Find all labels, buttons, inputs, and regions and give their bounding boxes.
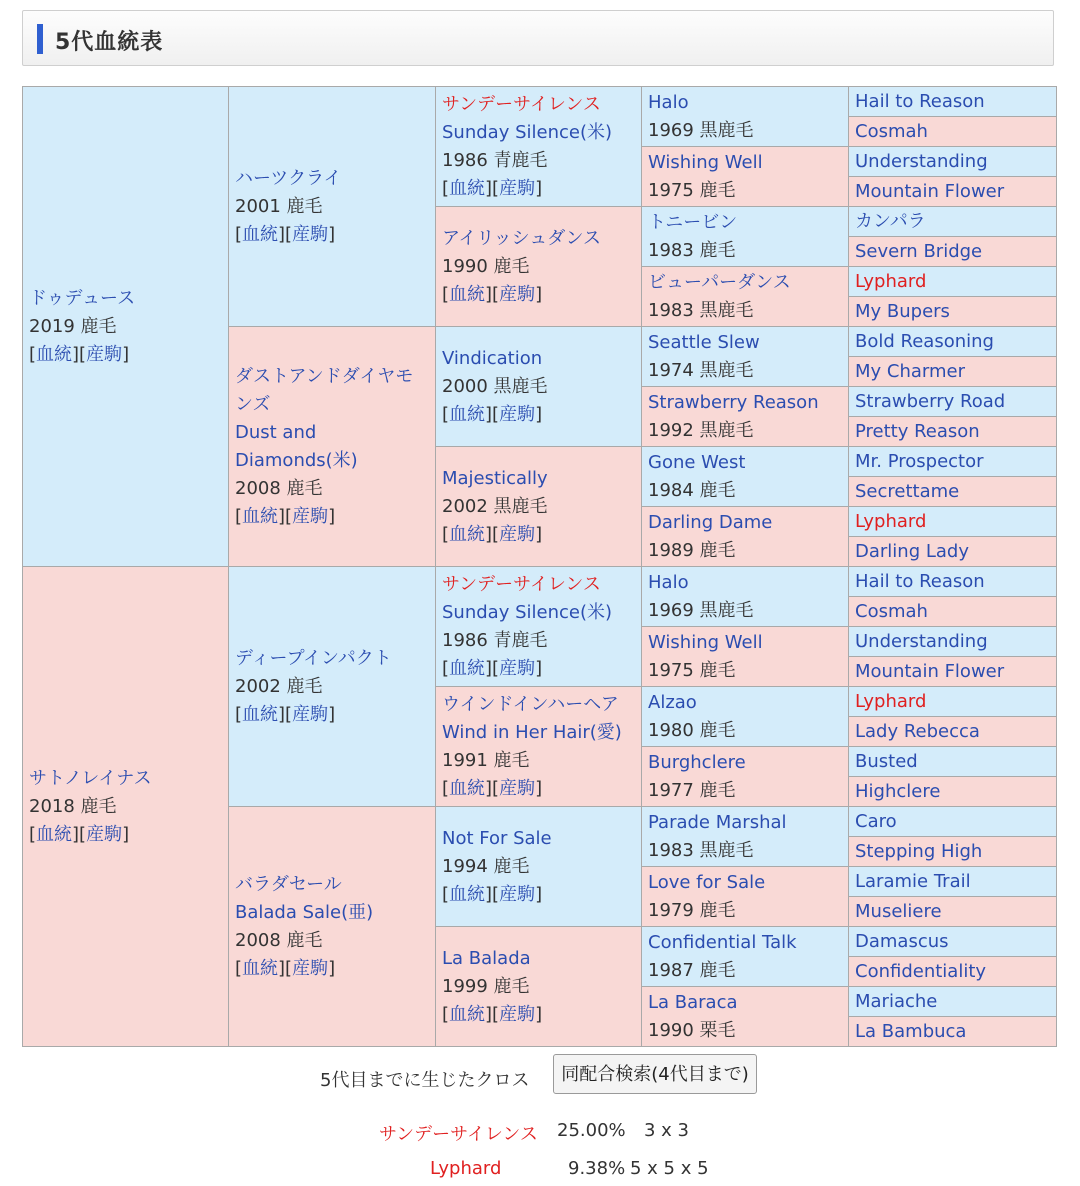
pedigree-cell-g5: [849, 207, 1057, 237]
horse-name-link[interactable]: Halo: [648, 91, 689, 113]
same-breeding-search-button[interactable]: 同配合検索(4代目まで): [553, 1054, 757, 1094]
horse-name-link[interactable]: Confidentiality: [855, 960, 987, 982]
horse-birth-color: 1992 黒鹿毛: [648, 419, 754, 441]
pedigree-cell-g5: [849, 297, 1057, 327]
horse-name-link[interactable]: Not For Sale: [442, 827, 552, 849]
horse-birth-color: 1983 鹿毛: [648, 239, 736, 261]
horse-birth-color: 1974 黒鹿毛: [648, 359, 754, 381]
horse-birth-color: 2001 鹿毛: [235, 195, 323, 217]
horse-name-link[interactable]: Wishing Well: [648, 151, 763, 173]
pedigree-cell-g5: [849, 537, 1057, 567]
horse-name-link[interactable]: サンデーサイレンス: [442, 93, 601, 115]
horse-english-name-link[interactable]: Sunday Silence(米): [442, 601, 612, 623]
horse-name-link[interactable]: My Charmer: [855, 360, 966, 382]
pedigree-cell-g5: [849, 567, 1057, 597]
pedigree-cell-g3: [436, 327, 642, 447]
horse-links: [血統][産駒]: [29, 343, 130, 365]
cross-generations: 3 x 3: [644, 1120, 689, 1141]
pedigree-table: [22, 86, 1057, 1047]
horse-links: [血統][産駒]: [442, 883, 543, 905]
horse-birth-color: 1990 栗毛: [648, 1019, 736, 1041]
horse-birth-color: 1986 青鹿毛: [442, 629, 548, 651]
horse-name-link[interactable]: Lyphard: [855, 270, 927, 292]
horse-name-link[interactable]: Secrettame: [855, 480, 960, 502]
pedigree-cell-g5: [849, 327, 1057, 357]
horse-name-link[interactable]: My Bupers: [855, 300, 950, 322]
horse-birth-color: 1990 鹿毛: [442, 255, 530, 277]
cross-generations: 5 x 5 x 5: [630, 1158, 709, 1179]
horse-name-link[interactable]: Vindication: [442, 347, 543, 369]
pedigree-link[interactable]: 血統: [449, 657, 486, 679]
horse-name-link[interactable]: Mr. Prospector: [855, 450, 984, 472]
horse-name-link[interactable]: Cosmah: [855, 600, 928, 622]
horse-english-name-link[interactable]: Wind in Her Hair(愛): [442, 721, 622, 743]
horse-birth-color: 2002 鹿毛: [235, 675, 323, 697]
pedigree-cell-g3: [436, 567, 642, 687]
section-header: [22, 10, 1054, 66]
pedigree-cell-g4: [642, 207, 849, 267]
horse-name-link[interactable]: ディープインパクト: [235, 647, 392, 669]
pedigree-cell-g4: [642, 627, 849, 687]
horse-name-link[interactable]: Museliere: [855, 900, 942, 922]
cross-percent: 9.38%: [568, 1158, 626, 1179]
horse-name-link[interactable]: Halo: [648, 571, 689, 593]
horse-name-link[interactable]: Strawberry Road: [855, 390, 1006, 412]
horse-name-link[interactable]: Mariache: [855, 990, 938, 1012]
cross-percent: 25.00%: [557, 1120, 626, 1141]
horse-name-link[interactable]: Love for Sale: [648, 871, 766, 893]
horse-links: [血統][産駒]: [442, 177, 543, 199]
pedigree-link[interactable]: 血統: [449, 777, 486, 799]
offspring-link[interactable]: 産駒: [86, 823, 123, 845]
horse-birth-color: 2008 鹿毛: [235, 477, 323, 499]
pedigree-cell-g4: [642, 687, 849, 747]
section-title: 5代血統表: [55, 30, 164, 55]
horse-links: [血統][産駒]: [29, 823, 130, 845]
pedigree-cell-g3: [436, 927, 642, 1047]
offspring-link[interactable]: 産駒: [499, 403, 536, 425]
horse-birth-color: 1975 鹿毛: [648, 659, 736, 681]
horse-name-link[interactable]: Gone West: [648, 451, 746, 473]
horse-links: [血統][産駒]: [442, 777, 543, 799]
pedigree-link[interactable]: 血統: [36, 823, 73, 845]
offspring-link[interactable]: 産駒: [86, 343, 123, 365]
horse-name-link[interactable]: トニービン: [648, 211, 738, 233]
horse-name-link[interactable]: Wishing Well: [648, 631, 763, 653]
horse-name-link[interactable]: Laramie Trail: [855, 870, 971, 892]
offspring-link[interactable]: 産駒: [292, 703, 329, 725]
horse-birth-color: 1983 黒鹿毛: [648, 299, 754, 321]
pedigree-cell-g5: [849, 417, 1057, 447]
horse-name-link[interactable]: Understanding: [855, 630, 988, 652]
horse-name-link[interactable]: Confidential Talk: [648, 931, 797, 953]
pedigree-cell-g5: [849, 507, 1057, 537]
pedigree-cell-g5: [849, 387, 1057, 417]
horse-name-link[interactable]: La Bambuca: [855, 1020, 967, 1042]
pedigree-cell-g5: [849, 357, 1057, 387]
pedigree-cell-g3: [436, 447, 642, 567]
horse-name-link[interactable]: Bold Reasoning: [855, 330, 994, 352]
pedigree-link[interactable]: 血統: [449, 883, 486, 905]
horse-birth-color: 1979 鹿毛: [648, 899, 736, 921]
horse-name-link[interactable]: ビューパーダンス: [648, 271, 791, 293]
pedigree-cell-g4: [642, 567, 849, 627]
pedigree-cell-g5: [849, 837, 1057, 867]
pedigree-cell-g5: [849, 1017, 1057, 1047]
horse-name-link[interactable]: サンデーサイレンス: [442, 573, 601, 595]
pedigree-cell-g2: [229, 807, 436, 1047]
header-accent-bar: [37, 24, 43, 54]
horse-links: [血統][産駒]: [235, 957, 336, 979]
horse-name-link[interactable]: Parade Marshal: [648, 811, 787, 833]
pedigree-cell-g4: [642, 747, 849, 807]
horse-name-link[interactable]: Stepping High: [855, 840, 983, 862]
pedigree-cell-g2: [229, 567, 436, 807]
horse-birth-color: 1975 鹿毛: [648, 179, 736, 201]
horse-name-link[interactable]: Understanding: [855, 150, 988, 172]
pedigree-link[interactable]: 血統: [449, 283, 486, 305]
horse-birth-color: 1999 鹿毛: [442, 975, 530, 997]
pedigree-cell-g5: [849, 717, 1057, 747]
pedigree-cell-g5: [849, 927, 1057, 957]
pedigree-cell-g5: [849, 447, 1057, 477]
cross-section: [0, 1054, 1080, 1186]
horse-birth-color: 1980 鹿毛: [648, 719, 736, 741]
pedigree-link[interactable]: 血統: [449, 177, 486, 199]
pedigree-link[interactable]: 血統: [242, 223, 279, 245]
pedigree-cell-g5: [849, 117, 1057, 147]
pedigree-cell-g4: [642, 867, 849, 927]
horse-links: [血統][産駒]: [442, 657, 543, 679]
pedigree-cell-g4: [642, 507, 849, 567]
horse-links: [血統][産駒]: [442, 283, 543, 305]
offspring-link[interactable]: 産駒: [292, 957, 329, 979]
pedigree-link[interactable]: 血統: [449, 403, 486, 425]
horse-birth-color: 1983 黒鹿毛: [648, 839, 754, 861]
cross-label: 5代目までに生じたクロス: [320, 1070, 530, 1091]
pedigree-cell-g4: [642, 807, 849, 867]
horse-english-name-link[interactable]: Dust and Diamonds(米): [235, 421, 358, 471]
pedigree-cell-g5: [849, 867, 1057, 897]
horse-english-name-link[interactable]: Balada Sale(亜): [235, 901, 374, 923]
pedigree-link[interactable]: 血統: [242, 703, 279, 725]
horse-links: [血統][産駒]: [235, 505, 336, 527]
horse-name-link[interactable]: Darling Lady: [855, 540, 969, 562]
horse-links: [血統][産駒]: [442, 523, 543, 545]
offspring-link[interactable]: 産駒: [292, 223, 329, 245]
horse-name-link[interactable]: サトノレイナス: [29, 767, 152, 789]
pedigree-link[interactable]: 血統: [242, 957, 279, 979]
horse-birth-color: 2018 鹿毛: [29, 795, 117, 817]
pedigree-cell-g1: [23, 87, 229, 567]
horse-links: [血統][産駒]: [235, 223, 336, 245]
pedigree-cell-g3: [436, 87, 642, 207]
horse-links: [血統][産駒]: [235, 703, 336, 725]
horse-birth-color: 2000 黒鹿毛: [442, 375, 548, 397]
pedigree-cell-g4: [642, 327, 849, 387]
pedigree-cell-g5: [849, 177, 1057, 207]
pedigree-link[interactable]: 血統: [449, 523, 486, 545]
pedigree-cell-g2: [229, 87, 436, 327]
cross-horse-link[interactable]: サンデーサイレンス: [379, 1124, 538, 1145]
horse-name-link[interactable]: Pretty Reason: [855, 420, 980, 442]
offspring-link[interactable]: 産駒: [499, 1003, 536, 1025]
offspring-link[interactable]: 産駒: [499, 177, 536, 199]
pedigree-cell-g4: [642, 87, 849, 147]
horse-name-link[interactable]: ハーツクライ: [235, 167, 342, 189]
pedigree-cell-g5: [849, 777, 1057, 807]
pedigree-cell-g5: [849, 627, 1057, 657]
cross-horse-link[interactable]: Lyphard: [430, 1158, 502, 1179]
horse-name-link[interactable]: La Balada: [442, 947, 531, 969]
pedigree-cell-g5: [849, 237, 1057, 267]
horse-links: [血統][産駒]: [442, 1003, 543, 1025]
horse-name-link[interactable]: Damascus: [855, 930, 949, 952]
horse-name-link[interactable]: Mountain Flower: [855, 660, 1005, 682]
pedigree-cell-g5: [849, 747, 1057, 777]
horse-name-link[interactable]: Lyphard: [855, 690, 927, 712]
pedigree-cell-g5: [849, 147, 1057, 177]
pedigree-cell-g4: [642, 987, 849, 1047]
horse-birth-color: 1994 鹿毛: [442, 855, 530, 877]
offspring-link[interactable]: 産駒: [499, 523, 536, 545]
pedigree-cell-g5: [849, 657, 1057, 687]
horse-birth-color: 1987 鹿毛: [648, 959, 736, 981]
horse-name-link[interactable]: Alzao: [648, 691, 697, 713]
pedigree-cell-g4: [642, 267, 849, 327]
pedigree-cell-g5: [849, 897, 1057, 927]
horse-links: [血統][産駒]: [442, 403, 543, 425]
horse-name-link[interactable]: Burghclere: [648, 751, 746, 773]
offspring-link[interactable]: 産駒: [499, 777, 536, 799]
pedigree-link[interactable]: 血統: [449, 1003, 486, 1025]
horse-name-link[interactable]: La Baraca: [648, 991, 738, 1013]
pedigree-row: [23, 567, 1057, 597]
offspring-link[interactable]: 産駒: [292, 505, 329, 527]
horse-name-link[interactable]: Highclere: [855, 780, 941, 802]
horse-birth-color: 1991 鹿毛: [442, 749, 530, 771]
pedigree-link[interactable]: 血統: [36, 343, 73, 365]
horse-birth-color: 2008 鹿毛: [235, 929, 323, 951]
horse-name-link[interactable]: カンパラ: [855, 210, 926, 232]
pedigree-row: [23, 87, 1057, 117]
horse-name-link[interactable]: Seattle Slew: [648, 331, 760, 353]
horse-birth-color: 2019 鹿毛: [29, 315, 117, 337]
pedigree-cell-g5: [849, 477, 1057, 507]
horse-english-name-link[interactable]: Sunday Silence(米): [442, 121, 612, 143]
pedigree-cell-g3: [436, 207, 642, 327]
horse-name-link[interactable]: アイリッシュダンス: [442, 227, 601, 249]
horse-birth-color: 1969 黒鹿毛: [648, 599, 754, 621]
pedigree-cell-g1: [23, 567, 229, 1047]
pedigree-cell-g5: [849, 267, 1057, 297]
pedigree-cell-g3: [436, 687, 642, 807]
horse-name-link[interactable]: Severn Bridge: [855, 240, 983, 262]
offspring-link[interactable]: 産駒: [499, 283, 536, 305]
horse-name-link[interactable]: Hail to Reason: [855, 90, 985, 112]
horse-birth-color: 1989 鹿毛: [648, 539, 736, 561]
pedigree-cell-g5: [849, 87, 1057, 117]
pedigree-cell-g5: [849, 687, 1057, 717]
horse-birth-color: 1986 青鹿毛: [442, 149, 548, 171]
horse-name-link[interactable]: Darling Dame: [648, 511, 773, 533]
cross-row: [0, 1158, 1080, 1184]
pedigree-cell-g4: [642, 927, 849, 987]
offspring-link[interactable]: 産駒: [499, 657, 536, 679]
pedigree-cell-g4: [642, 387, 849, 447]
horse-name-link[interactable]: Strawberry Reason: [648, 391, 819, 413]
horse-name-link[interactable]: Hail to Reason: [855, 570, 985, 592]
horse-birth-color: 1977 鹿毛: [648, 779, 736, 801]
horse-name-link[interactable]: ドゥデュース: [29, 287, 136, 309]
pedigree-cell-g3: [436, 807, 642, 927]
horse-birth-color: 1969 黒鹿毛: [648, 119, 754, 141]
pedigree-cell-g5: [849, 597, 1057, 627]
pedigree-cell-g2: [229, 327, 436, 567]
horse-name-link[interactable]: Caro: [855, 810, 897, 832]
cross-row: [0, 1120, 1080, 1146]
pedigree-cell-g5: [849, 957, 1057, 987]
pedigree-cell-g4: [642, 147, 849, 207]
horse-name-link[interactable]: Cosmah: [855, 120, 928, 142]
horse-name-link[interactable]: ウインドインハーヘア: [442, 693, 619, 715]
horse-birth-color: 2002 黒鹿毛: [442, 495, 548, 517]
horse-name-link[interactable]: Busted: [855, 750, 918, 772]
horse-name-link[interactable]: Lyphard: [855, 510, 927, 532]
horse-name-link[interactable]: バラダセール: [235, 873, 342, 895]
pedigree-cell-g4: [642, 447, 849, 507]
horse-name-link[interactable]: Majestically: [442, 467, 548, 489]
pedigree-cell-g5: [849, 987, 1057, 1017]
offspring-link[interactable]: 産駒: [499, 883, 536, 905]
pedigree-link[interactable]: 血統: [242, 505, 279, 527]
pedigree-cell-g5: [849, 807, 1057, 837]
horse-name-link[interactable]: ダストアンドダイヤモンズ: [235, 365, 414, 415]
horse-name-link[interactable]: Mountain Flower: [855, 180, 1005, 202]
horse-birth-color: 1984 鹿毛: [648, 479, 736, 501]
horse-name-link[interactable]: Lady Rebecca: [855, 720, 980, 742]
